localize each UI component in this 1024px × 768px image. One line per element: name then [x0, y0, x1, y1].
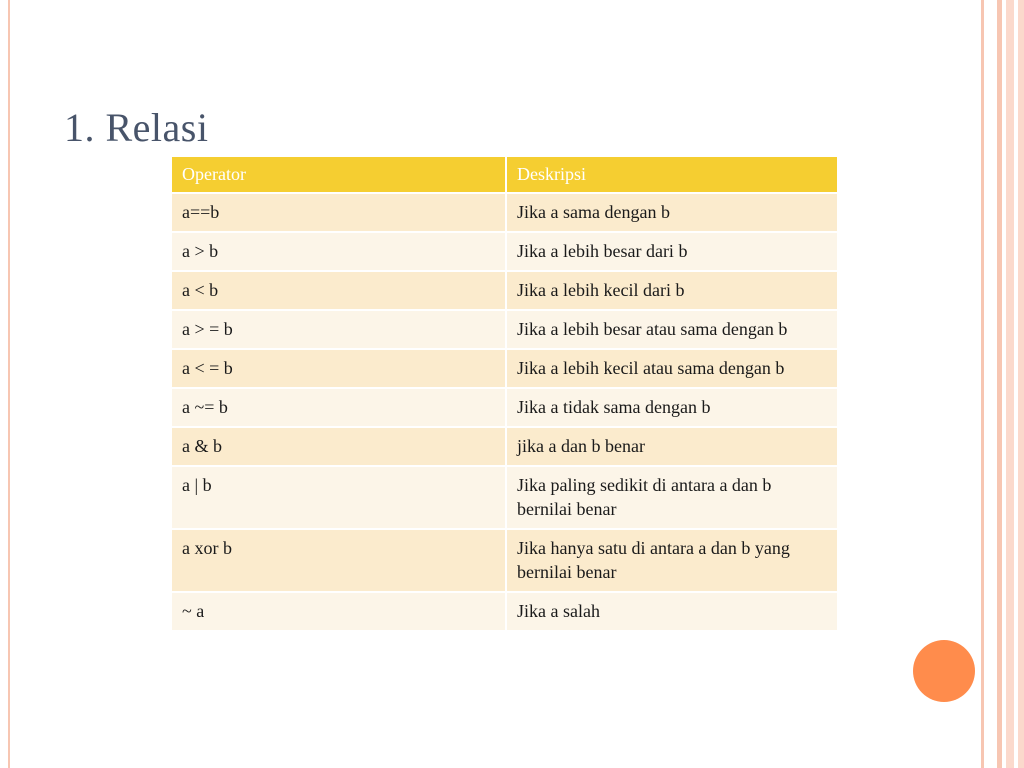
operator-cell: ~ a — [172, 592, 506, 630]
description-cell: Jika a lebih besar atau sama dengan b — [506, 310, 838, 349]
operator-cell: a==b — [172, 193, 506, 232]
left-border-line — [8, 0, 10, 768]
operator-cell: a > b — [172, 232, 506, 271]
orange-circle-decoration — [913, 640, 975, 702]
table-row — [172, 592, 838, 630]
description-cell: Jika a lebih kecil dari b — [506, 271, 838, 310]
table-row — [172, 310, 838, 349]
table-row — [172, 466, 838, 529]
description-cell: Jika paling sedikit di antara a dan b bernilai benar — [506, 466, 838, 529]
table-row — [172, 427, 838, 466]
column-header-operator: Operator — [172, 157, 506, 193]
stripe — [1018, 0, 1024, 768]
table-row — [172, 232, 838, 271]
operator-cell: a & b — [172, 427, 506, 466]
table-row — [172, 529, 838, 592]
operator-cell: a xor b — [172, 529, 506, 592]
description-cell: Jika a lebih kecil atau sama dengan b — [506, 349, 838, 388]
table-row — [172, 271, 838, 310]
operator-cell: a | b — [172, 466, 506, 529]
description-cell: Jika a lebih besar dari b — [506, 232, 838, 271]
operator-cell: a > = b — [172, 310, 506, 349]
right-decorative-stripes — [976, 0, 1024, 768]
stripe — [981, 0, 984, 768]
table-row — [172, 349, 838, 388]
operator-cell: a ~= b — [172, 388, 506, 427]
operator-table — [172, 157, 839, 630]
table-header-row — [172, 157, 838, 193]
description-cell: Jika a sama dengan b — [506, 193, 838, 232]
description-cell: Jika hanya satu di antara a dan b yang bernilai benar — [506, 529, 838, 592]
stripe — [1006, 0, 1014, 768]
description-cell: Jika a tidak sama dengan b — [506, 388, 838, 427]
slide-title: 1. Relasi — [64, 105, 209, 150]
table-row — [172, 193, 838, 232]
operator-cell: a < = b — [172, 349, 506, 388]
operator-cell: a < b — [172, 271, 506, 310]
table-row — [172, 388, 838, 427]
description-cell: jika a dan b benar — [506, 427, 838, 466]
description-cell: Jika a salah — [506, 592, 838, 630]
stripe — [997, 0, 1002, 768]
column-header-description: Deskripsi — [506, 157, 838, 193]
